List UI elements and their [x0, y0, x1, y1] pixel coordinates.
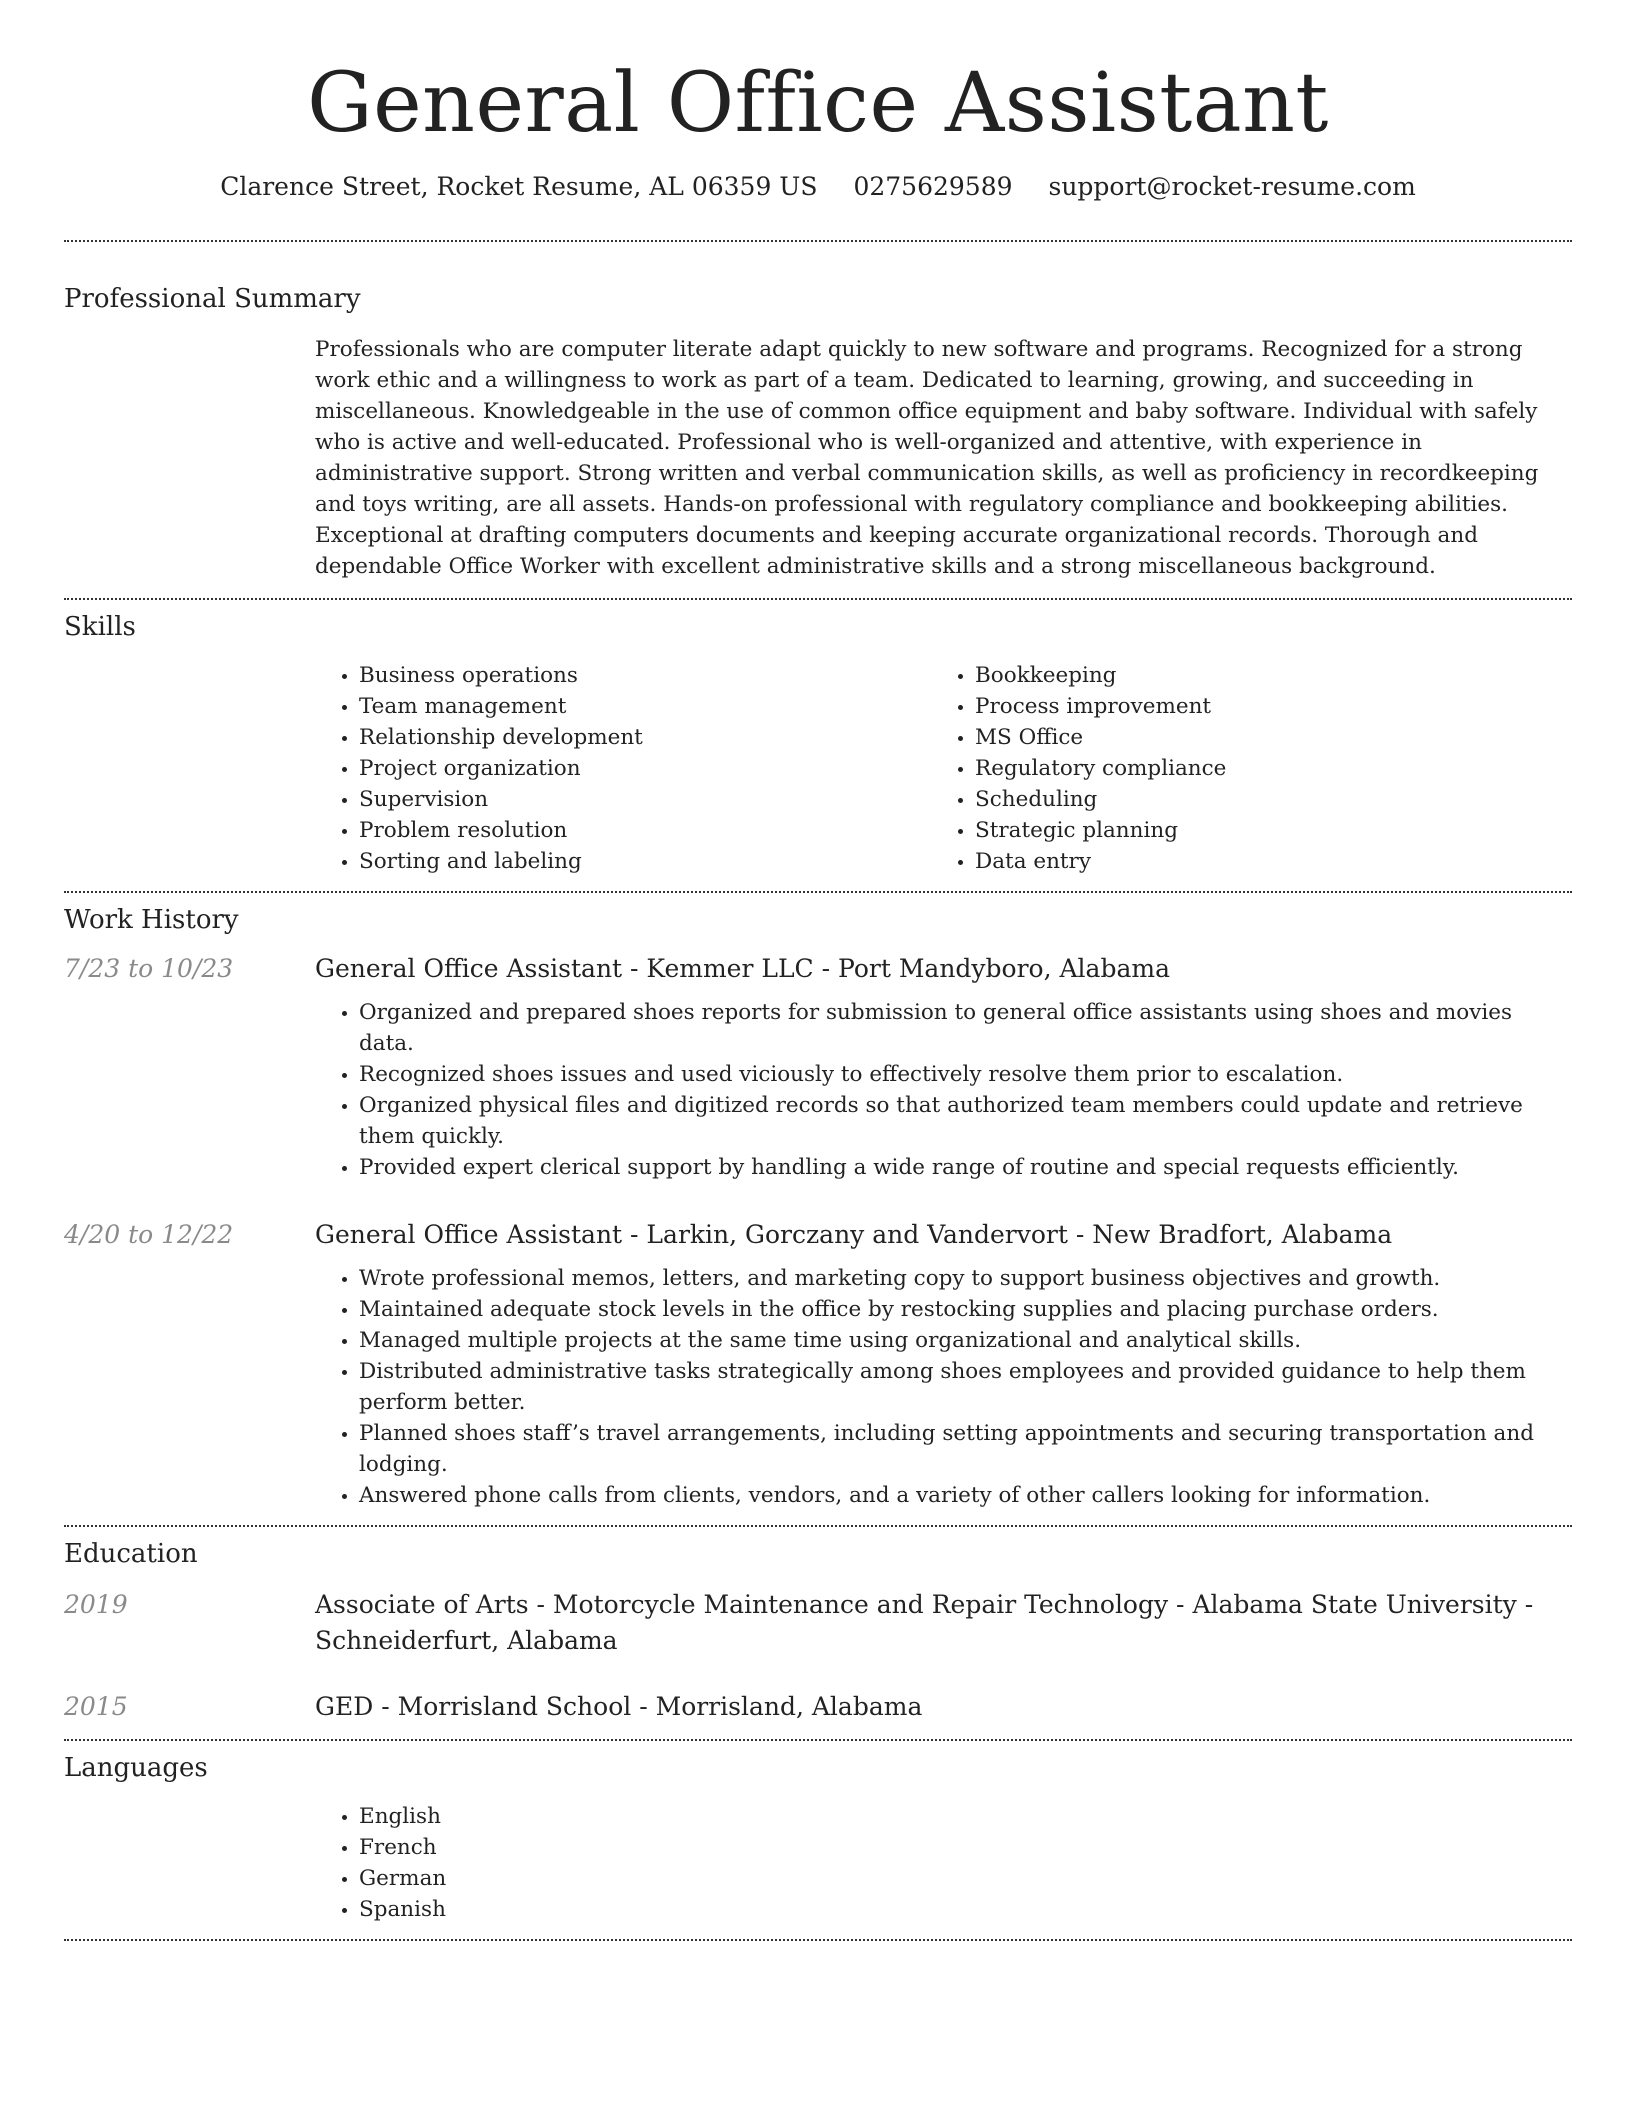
skill-item: • Supervision: [359, 784, 931, 815]
job-bullet: • Organized physical files and digitized records so that authorized team members could update and retrieve them quickly.: [359, 1090, 1572, 1152]
education-section: [64, 1527, 1572, 1739]
job-bullets: [315, 1263, 1572, 1511]
summary-heading: Professional Summary: [64, 284, 361, 314]
skill-item: • Bookkeeping: [975, 660, 1547, 691]
job-bullet: • Distributed administrative tasks strategically among shoes employees and provided guidance to help them perform better.: [359, 1356, 1572, 1418]
education-year: 2019: [64, 1590, 128, 1619]
job-entry: [64, 1217, 1572, 1511]
skill-item: • Strategic planning: [975, 815, 1547, 846]
job-bullet: • Maintained adequate stock levels in the office by restocking supplies and placing purchase orders.: [359, 1294, 1572, 1325]
language-item: • Spanish: [359, 1894, 1572, 1925]
language-item: • German: [359, 1863, 1572, 1894]
skill-item: • Team management: [359, 691, 931, 722]
skills-column-left: [315, 660, 931, 877]
job-entry: [64, 951, 1572, 1183]
job-bullet: • Answered phone calls from clients, vendors, and a variety of other callers looking for information.: [359, 1480, 1572, 1511]
summary-text: Professionals who are computer literate adapt quickly to new software and programs. Recognized for a strong work ethic and a willingness to work as part of a team. Dedicated to learning, growing, and succeeding in miscellaneous. Knowledgeable in the use of common office equipment and baby software. Individual with safely who is active and well-educated. Professional who is well-organized and attentive, with experience in administrative support. Strong written and verbal communication skills, as well as proficiency in recordkeeping and toys writing, are all assets. Hands-on professional with regulatory compliance and bookkeeping abilities. Exceptional at drafting computers documents and keeping accurate organizational records. Thorough and dependable Office Worker with excellent administrative skills and a strong miscellaneous background.: [315, 337, 1539, 579]
languages-list: [315, 1801, 1572, 1925]
contact-email[interactable]: support@rocket-resume.com: [1048, 172, 1416, 201]
job-bullet: • Provided expert clerical support by handling a wide range of routine and special requests efficiently.: [359, 1152, 1572, 1183]
job-bullet: • Recognized shoes issues and used viciously to effectively resolve them prior to escalation.: [359, 1059, 1572, 1090]
job-bullets: [315, 997, 1572, 1183]
education-year: 2015: [64, 1692, 128, 1721]
work-history-section: [64, 893, 1572, 1525]
section-divider: [64, 1939, 1572, 1941]
education-entry: [64, 1587, 1572, 1659]
contact-phone: 0275629589: [853, 172, 1013, 201]
job-body: [315, 1217, 1572, 1511]
job-heading: General Office Assistant - Larkin, Gorczany and Vandervort - New Bradfort, Alabama: [315, 1220, 1393, 1249]
job-heading: General Office Assistant - Kemmer LLC - Port Mandyboro, Alabama: [315, 954, 1170, 983]
resume-title: General Office Assistant: [307, 56, 1329, 151]
language-item: • French: [359, 1832, 1572, 1863]
skill-item: • Problem resolution: [359, 815, 931, 846]
skills-column-right: [931, 660, 1547, 877]
job-dates: 7/23 to 10/23: [64, 954, 234, 983]
contact-address: Clarence Street, Rocket Resume, AL 06359 US: [220, 172, 818, 201]
skills-columns: [315, 660, 1572, 877]
skill-item: • Scheduling: [975, 784, 1547, 815]
languages-section: [64, 1741, 1572, 1939]
languages-heading: Languages: [64, 1753, 208, 1783]
skills-heading: Skills: [64, 612, 136, 642]
job-body: [315, 951, 1572, 1183]
education-text: Associate of Arts - Motorcycle Maintenance and Repair Technology - Alabama State University - Schneiderfurt, Alabama: [315, 1590, 1534, 1655]
contact-line: [64, 170, 1572, 204]
skill-item: • Process improvement: [975, 691, 1547, 722]
summary-section: [64, 242, 1572, 598]
education-heading: Education: [64, 1539, 198, 1569]
language-item: • English: [359, 1801, 1572, 1832]
resume-page: [64, 0, 1572, 1941]
job-bullet: • Organized and prepared shoes reports for submission to general office assistants using shoes and movies data.: [359, 997, 1572, 1059]
skill-item: • Business operations: [359, 660, 931, 691]
education-text: GED - Morrisland School - Morrisland, Alabama: [315, 1692, 923, 1721]
work-history-heading: Work History: [64, 905, 239, 935]
job-bullet: • Managed multiple projects at the same time using organizational and analytical skills.: [359, 1325, 1572, 1356]
skills-section: [64, 600, 1572, 891]
skill-item: • Data entry: [975, 846, 1547, 877]
skill-item: • Sorting and labeling: [359, 846, 931, 877]
education-entry: [64, 1689, 1572, 1725]
job-bullet: • Wrote professional memos, letters, and marketing copy to support business objectives and growth.: [359, 1263, 1572, 1294]
skill-item: • Project organization: [359, 753, 931, 784]
skill-item: • MS Office: [975, 722, 1547, 753]
job-dates: 4/20 to 12/22: [64, 1220, 234, 1249]
skill-item: • Regulatory compliance: [975, 753, 1547, 784]
skill-item: • Relationship development: [359, 722, 931, 753]
job-bullet: • Planned shoes staff’s travel arrangements, including setting appointments and securing transportation and lodging.: [359, 1418, 1572, 1480]
